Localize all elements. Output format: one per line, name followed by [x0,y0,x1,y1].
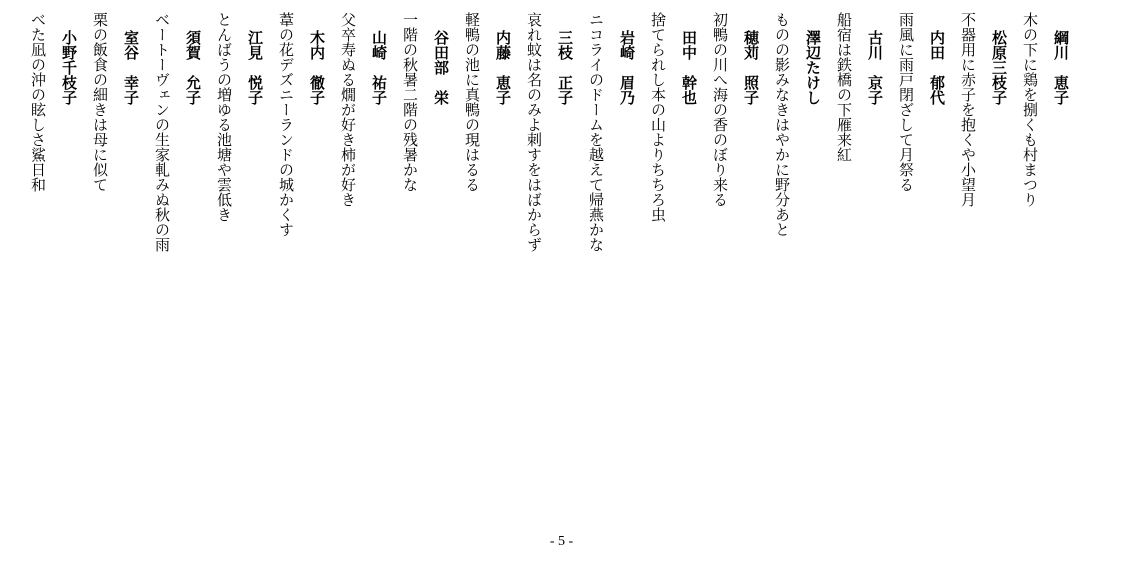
poet-name: 室谷 幸子 [122,30,140,105]
haiku-text: 葦の花デズニーランドの城かくす [277,12,295,237]
haiku-entry [398,12,453,532]
poet-name: 松原三枝子 [990,30,1008,105]
haiku-text: 軽鴨の池に真鴨の現はるる [463,12,481,192]
poet-name: 綱川 恵子 [1052,30,1070,105]
haiku-text: 父卒寿ぬる燗が好き柿が好き [339,12,357,207]
haiku-entry [708,12,763,532]
haiku-text: ニコライのドームを越えて帰燕かな [587,12,605,252]
haiku-text: べた凪の沖の眩しさ鯊日和 [29,12,47,192]
haiku-entry [770,12,825,532]
haiku-text: とんばうの増ゆる池塘や雲低き [215,12,233,222]
haiku-entry [522,12,577,532]
haiku-entry [150,12,205,532]
haiku-entry [646,12,701,532]
haiku-entry [274,12,329,532]
poet-name: 木内 徹子 [308,30,326,105]
poet-name: 古川 京子 [866,30,884,105]
haiku-entry [26,12,81,532]
haiku-text: 哀れ蚊は名のみよ刺すをはばからず [525,12,543,252]
haiku-entry [832,12,887,532]
poet-name: 小野千枝子 [60,30,78,105]
haiku-entry [584,12,639,532]
haiku-text: 捨てられし本の山よりちちろ虫 [649,12,667,222]
poet-name: 江見 悦子 [246,30,264,105]
haiku-text: 一階の秋暑二階の残暑かな [401,12,419,192]
poet-name: 穂苅 照子 [742,30,760,105]
haiku-entry [336,12,391,532]
poet-name: 澤辺たけし [804,30,822,105]
haiku-entry [1018,12,1073,532]
haiku-text: ものの影みなきはやかに野分あと [773,12,791,237]
poet-name: 三枝 正子 [556,30,574,105]
haiku-entry [894,12,949,532]
haiku-text: 不器用に赤子を抱くや小望月 [959,12,977,207]
haiku-columns [26,12,1073,532]
poet-name: 田中 幹也 [680,30,698,105]
haiku-text: 木の下に鶏を捌くも村まつり [1021,12,1039,207]
poet-name: 須賀 允子 [184,30,202,105]
haiku-text: 栗の飯食の細きは母に似て [91,12,109,192]
poet-name: 谷田部 栄 [432,30,450,105]
poet-name: 内藤 恵子 [494,30,512,105]
haiku-text: 初鴨の川へ海の香のぼり来る [711,12,729,207]
haiku-entry [460,12,515,532]
poet-name: 岩崎 眉乃 [618,30,636,105]
page-number: - 5 - [549,534,574,549]
haiku-text: ベートーヴェンの生家軋みぬ秋の雨 [153,12,171,252]
poet-name: 山崎 祐子 [370,30,388,105]
haiku-entry [212,12,267,532]
haiku-entry [956,12,1011,532]
haiku-text: 雨風に雨戸閉ざして月祭る [897,12,915,192]
poet-name: 内田 郁代 [928,30,946,105]
haiku-text: 船宿は鉄橋の下雁来紅 [835,12,853,162]
haiku-entry [88,12,143,532]
